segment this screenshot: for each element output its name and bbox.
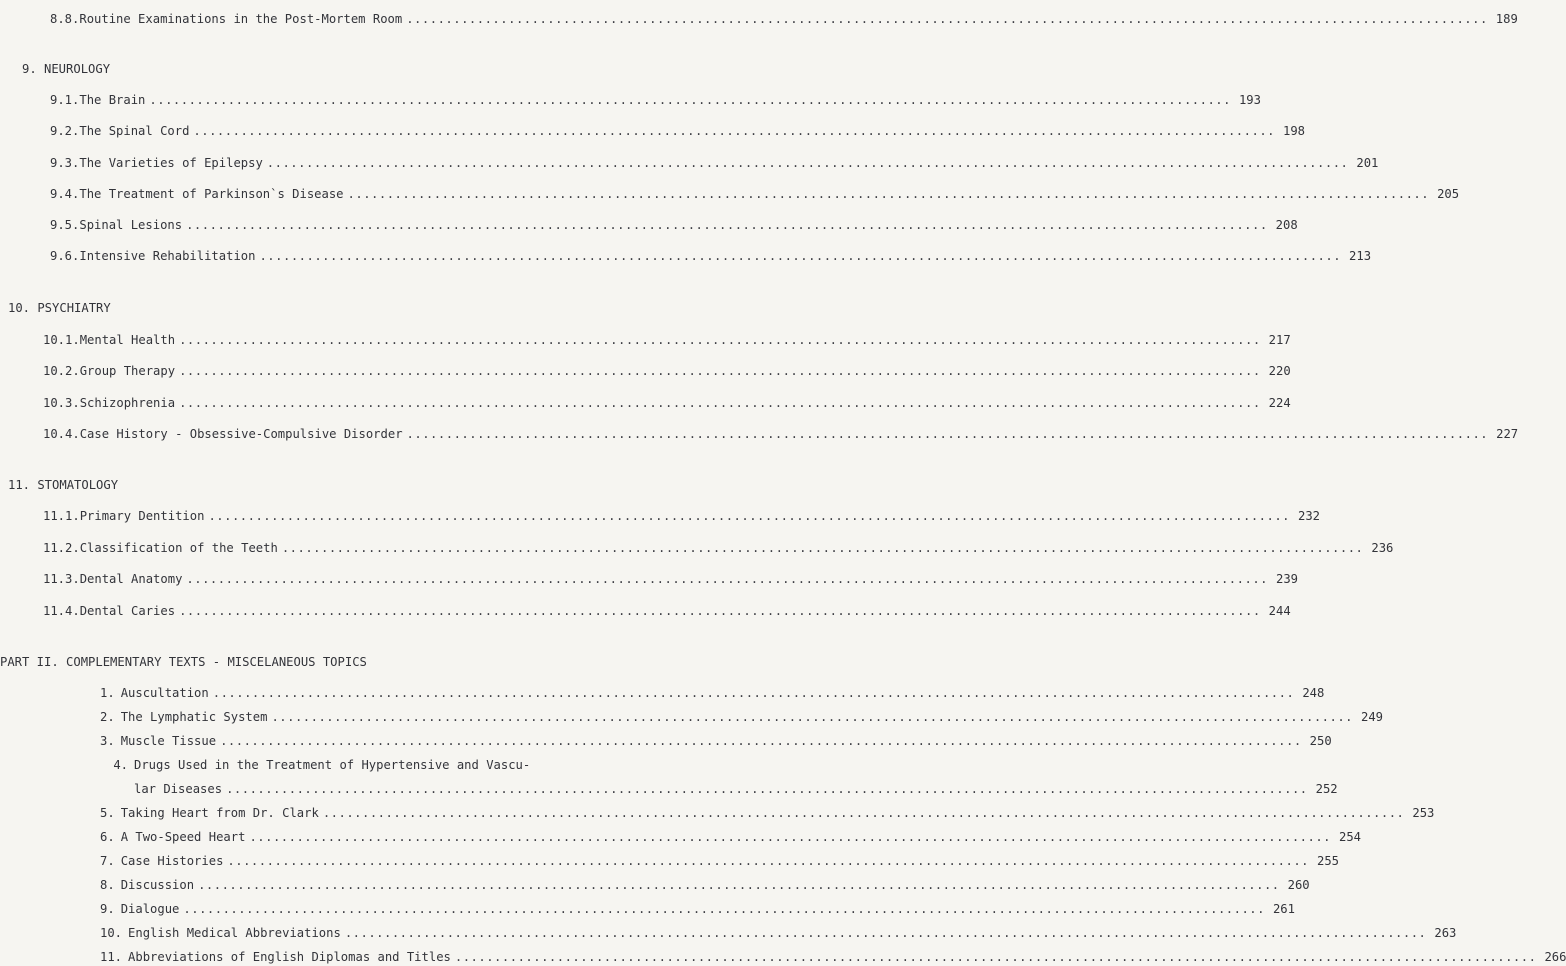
entry-number: 11. bbox=[100, 950, 123, 964]
entry-page: 224 bbox=[1268, 396, 1291, 410]
section-heading-psychiatry: 10. PSYCHIATRY bbox=[8, 301, 111, 315]
dot-leader: .......................................................................................................................................... bbox=[249, 830, 1332, 844]
entry-number: 2. bbox=[100, 710, 115, 724]
entry-page: 213 bbox=[1349, 249, 1372, 263]
entry-page: 189 bbox=[1495, 12, 1518, 26]
toc-entry bbox=[50, 122, 1305, 140]
entry-number: 3. bbox=[100, 734, 115, 748]
entry-number: 9.5. bbox=[50, 218, 80, 232]
dot-leader: .......................................................................................................................................... bbox=[198, 878, 1280, 892]
entry-page: 260 bbox=[1287, 878, 1310, 892]
entry-title: Schizophrenia bbox=[79, 396, 176, 410]
entry-title: Dialogue bbox=[120, 902, 180, 916]
toc-entry bbox=[100, 900, 1295, 918]
toc-entry-continuation bbox=[134, 780, 1338, 798]
toc-entry bbox=[100, 804, 1435, 822]
entry-page: 208 bbox=[1275, 218, 1298, 232]
dot-leader: .......................................................................................................................................... bbox=[186, 572, 1268, 586]
toc-entry bbox=[43, 331, 1291, 349]
toc-entry bbox=[43, 570, 1298, 588]
entry-number: 9.4. bbox=[50, 187, 80, 201]
dot-leader: .......................................................................................................................................... bbox=[266, 156, 1349, 170]
entry-title: Intensive Rehabilitation bbox=[79, 249, 256, 263]
entry-number: 11.1. bbox=[43, 509, 80, 523]
entry-title: Taking Heart from Dr. Clark bbox=[120, 806, 319, 820]
entry-page: 236 bbox=[1371, 541, 1394, 555]
entry-page: 250 bbox=[1309, 734, 1332, 748]
entry-page: 266 bbox=[1544, 950, 1566, 964]
entry-number: 11.4. bbox=[43, 604, 80, 618]
toc-entry bbox=[43, 394, 1291, 412]
dot-leader: .......................................................................................................................................... bbox=[186, 218, 1268, 232]
entry-title: Discussion bbox=[120, 878, 195, 892]
toc-entry bbox=[100, 924, 1457, 942]
entry-page: 193 bbox=[1238, 93, 1261, 107]
toc-entry bbox=[100, 828, 1362, 846]
entry-page: 263 bbox=[1434, 926, 1457, 940]
entry-title: Drugs Used in the Treatment of Hypertensive and Vascu- bbox=[134, 758, 531, 772]
entry-number: 4. bbox=[113, 758, 128, 772]
entry-title: The Treatment of Parkinson`s Disease bbox=[79, 187, 344, 201]
entry-title: English Medical Abbreviations bbox=[128, 926, 341, 940]
entry-page: 254 bbox=[1339, 830, 1362, 844]
entry-number: 9.6. bbox=[50, 249, 80, 263]
toc-entry bbox=[50, 216, 1298, 234]
entry-title: Spinal Lesions bbox=[79, 218, 183, 232]
entry-page: 248 bbox=[1302, 686, 1325, 700]
entry-title: Group Therapy bbox=[79, 364, 176, 378]
entry-number: 6. bbox=[100, 830, 115, 844]
entry-page: 220 bbox=[1268, 364, 1291, 378]
entry-title: Case Histories bbox=[120, 854, 224, 868]
dot-leader: .......................................................................................................................................... bbox=[220, 734, 1302, 748]
entry-number: 8. bbox=[100, 878, 115, 892]
dot-leader: .......................................................................................................................................... bbox=[454, 950, 1537, 964]
dot-leader: .......................................................................................................................................... bbox=[281, 541, 1364, 555]
dot-leader: .......................................................................................................................................... bbox=[179, 364, 1261, 378]
entry-title: Routine Examinations in the Post-Mortem Room bbox=[79, 12, 403, 26]
entry-title: Dental Caries bbox=[79, 604, 176, 618]
toc-entry bbox=[100, 756, 612, 774]
dot-leader: .......................................................................................................................................... bbox=[344, 926, 1427, 940]
dot-leader: .......................................................................................................................................... bbox=[179, 396, 1261, 410]
entry-page: 253 bbox=[1412, 806, 1435, 820]
entry-page: 232 bbox=[1298, 509, 1321, 523]
toc-entry bbox=[50, 185, 1460, 203]
entry-number: 10.2. bbox=[43, 364, 80, 378]
dot-leader: .......................................................................................................................................... bbox=[179, 604, 1261, 618]
entry-title: The Spinal Cord bbox=[79, 124, 190, 138]
entry-title: Classification of the Teeth bbox=[79, 541, 278, 555]
entry-title: Muscle Tissue bbox=[120, 734, 217, 748]
dot-leader: .......................................................................................................................................... bbox=[208, 509, 1291, 523]
section-heading-neurology: 9. NEUROLOGY bbox=[22, 62, 111, 76]
entry-title: A Two-Speed Heart bbox=[120, 830, 246, 844]
entry-title: The Lymphatic System bbox=[120, 710, 268, 724]
entry-number: 8.8. bbox=[50, 12, 80, 26]
toc-entry bbox=[50, 154, 1379, 172]
entry-title: Abbreviations of English Diplomas and Titles bbox=[128, 950, 451, 964]
entry-number: 10.1. bbox=[43, 333, 80, 347]
entry-title: lar Diseases bbox=[134, 782, 223, 796]
toc-entry bbox=[100, 732, 1332, 750]
entry-title: Mental Health bbox=[79, 333, 176, 347]
dot-leader: .......................................................................................................................................... bbox=[226, 782, 1308, 796]
entry-page: 201 bbox=[1356, 156, 1379, 170]
section-heading-part-ii: PART II. COMPLEMENTARY TEXTS - MISCELANEOUS TOPICS bbox=[0, 655, 367, 669]
entry-page: 217 bbox=[1268, 333, 1291, 347]
toc-entry bbox=[100, 684, 1325, 702]
entry-number: 9.3. bbox=[50, 156, 80, 170]
dot-leader: .......................................................................................................................................... bbox=[322, 806, 1405, 820]
entry-page: 205 bbox=[1437, 187, 1460, 201]
entry-page: 252 bbox=[1315, 782, 1338, 796]
entry-title: The Brain bbox=[79, 93, 146, 107]
entry-number: 9.2. bbox=[50, 124, 80, 138]
entry-title: Auscultation bbox=[120, 686, 209, 700]
entry-title: Dental Anatomy bbox=[79, 572, 183, 586]
toc-entry bbox=[100, 876, 1310, 894]
dot-leader: .......................................................................................................................................... bbox=[271, 710, 1354, 724]
dot-leader: .......................................................................................................................................... bbox=[227, 854, 1309, 868]
dot-leader: .......................................................................................................................................... bbox=[149, 93, 1231, 107]
entry-number: 11.2. bbox=[43, 541, 80, 555]
dot-leader: .......................................................................................................................................... bbox=[406, 427, 1489, 441]
entry-title: Primary Dentition bbox=[79, 509, 205, 523]
entry-page: 249 bbox=[1361, 710, 1384, 724]
toc-entry bbox=[50, 247, 1372, 265]
dot-leader: .......................................................................................................................................... bbox=[179, 333, 1261, 347]
toc-entry bbox=[50, 91, 1261, 109]
toc-entry bbox=[100, 852, 1339, 870]
entry-number: 9. bbox=[100, 902, 115, 916]
entry-number: 10.4. bbox=[43, 427, 80, 441]
entry-number: 10. bbox=[100, 926, 123, 940]
entry-title: The Varieties of Epilepsy bbox=[79, 156, 263, 170]
toc-entry bbox=[100, 708, 1384, 726]
toc-entry bbox=[100, 948, 1566, 966]
toc-entry bbox=[43, 425, 1519, 443]
toc-entry bbox=[43, 602, 1291, 620]
entry-number: 9.1. bbox=[50, 93, 80, 107]
toc-entry bbox=[50, 10, 1518, 28]
entry-number: 11.3. bbox=[43, 572, 80, 586]
entry-page: 261 bbox=[1272, 902, 1295, 916]
entry-number: 1. bbox=[100, 686, 115, 700]
dot-leader: .......................................................................................................................................... bbox=[347, 187, 1430, 201]
entry-page: 198 bbox=[1282, 124, 1305, 138]
toc-entry bbox=[43, 539, 1394, 557]
entry-page: 239 bbox=[1275, 572, 1298, 586]
toc-entry bbox=[43, 362, 1291, 380]
toc-entry bbox=[43, 507, 1321, 525]
dot-leader: .......................................................................................................................................... bbox=[212, 686, 1295, 700]
entry-number: 10.3. bbox=[43, 396, 80, 410]
entry-page: 255 bbox=[1316, 854, 1339, 868]
entry-title: Case History - Obsessive-Compulsive Disorder bbox=[79, 427, 403, 441]
entry-number: 5. bbox=[100, 806, 115, 820]
dot-leader: .......................................................................................................................................... bbox=[183, 902, 1265, 916]
dot-leader: .......................................................................................................................................... bbox=[259, 249, 1342, 263]
dot-leader: .......................................................................................................................................... bbox=[406, 12, 1488, 26]
entry-page: 227 bbox=[1496, 427, 1519, 441]
entry-page: 244 bbox=[1268, 604, 1291, 618]
section-heading-stomatology: 11. STOMATOLOGY bbox=[8, 478, 119, 492]
dot-leader: .......................................................................................................................................... bbox=[193, 124, 1275, 138]
entry-number: 7. bbox=[100, 854, 115, 868]
